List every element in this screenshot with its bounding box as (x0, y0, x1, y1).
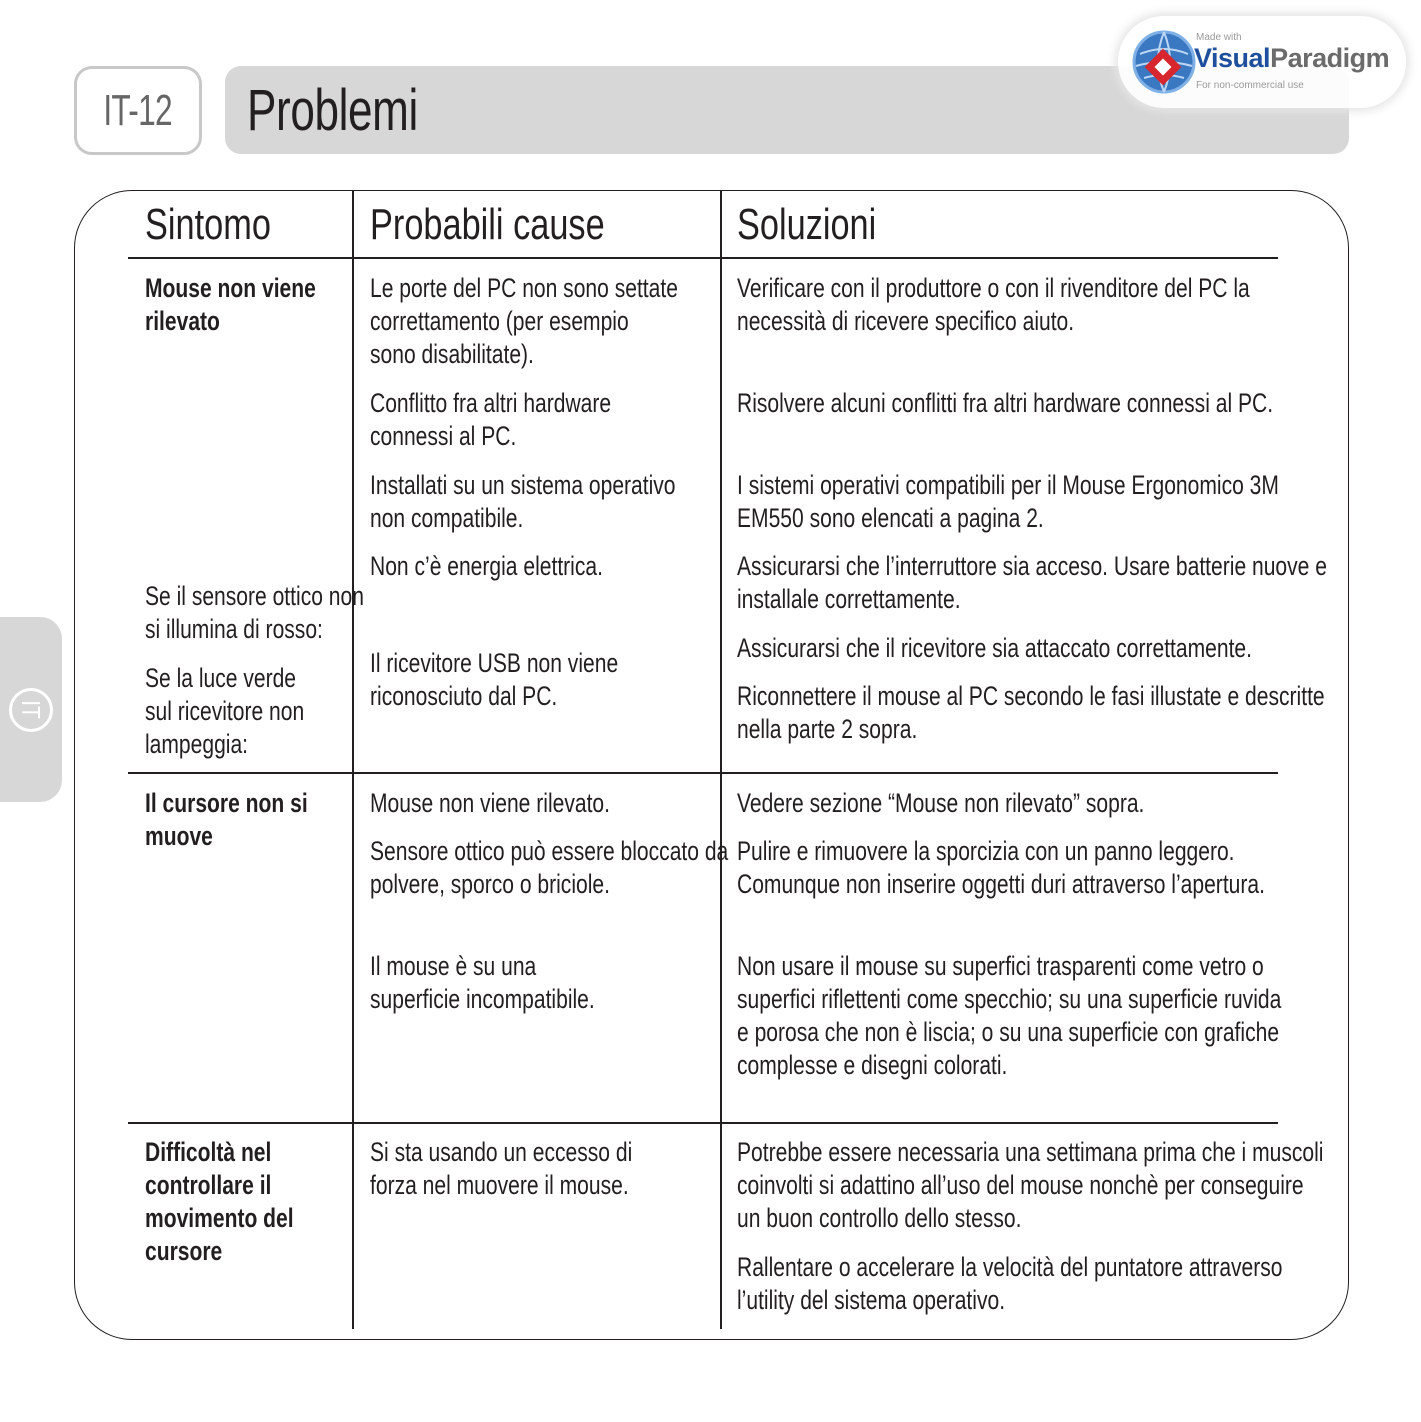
row-divider-2 (128, 1122, 1278, 1124)
header-divider (128, 257, 1278, 259)
visual-paradigm-logo-icon (1126, 24, 1202, 100)
solution-1-5: Assicurarsi che il ricevitore sia attaccato correttamente. (737, 633, 1252, 663)
language-badge (9, 688, 53, 732)
sub-symptom-2: Se la luce verde sul ricevitore non lampeggia: (145, 663, 305, 759)
language-label: IT (16, 700, 47, 719)
page-number-box (74, 66, 202, 155)
cause-1-5: Il ricevitore USB non viene riconosciuto dal PC. (370, 648, 619, 711)
cause-1-4: Non c’è energia elettrica. (370, 551, 603, 581)
cause-1-1: Le porte del PC non sono settate correttamento (per esempio sono disabilitate). (370, 273, 678, 369)
cause-1-3: Installati su un sistema operativo non compatibile. (370, 470, 676, 533)
watermark-brand: VisualParadigm (1194, 43, 1390, 73)
solution-1-6: Riconnettere il mouse al PC secondo le fasi illustate e descritte nella parte 2 sopra. (737, 681, 1325, 744)
cause-2-3: Il mouse è su una superficie incompatibile. (370, 951, 595, 1014)
solution-1-3: I sistemi operativi compatibili per il Mouse Ergonomico 3M EM550 sono elencati a pagina 2. (737, 470, 1279, 533)
solution-2-3: Non usare il mouse su superfici trasparenti come vetro o superfici riflettenti come specchio; su una superficie ruvida e porosa che non è liscia; o su una superficie con grafiche complesse e disegni colorati. (737, 951, 1282, 1080)
solution-1-2: Risolvere alcuni conflitti fra altri hardware connessi al PC. (737, 388, 1274, 418)
symptom-2: Il cursore non si muove (145, 788, 308, 851)
cause-1-2: Conflitto fra altri hardware connessi al PC. (370, 388, 612, 451)
language-tab (0, 617, 62, 802)
watermark-note: For non-commercial use (1196, 80, 1304, 91)
watermark-made-with: Made with (1196, 32, 1242, 43)
cause-2-2: Sensore ottico può essere bloccato da polvere, sporco o briciole. (370, 836, 729, 899)
solution-2-2: Pulire e rimuovere la sporcizia con un panno leggero. Comunque non inserire oggetti duri attraverso l’apertura. (737, 836, 1265, 899)
watermark-badge (1118, 16, 1406, 108)
cause-2-1: Mouse non viene rilevato. (370, 788, 610, 818)
solution-3-1: Potrebbe essere necessaria una settimana prima che i muscoli coinvolti si adattino all’uso del mouse nonchè per conseguire un buon controllo dello stesso. (737, 1137, 1324, 1233)
page-number: IT-12 (103, 85, 173, 135)
solution-2-1: Vedere sezione “Mouse non rilevato” sopra. (737, 788, 1145, 818)
header-causes: Probabili cause (370, 200, 605, 249)
solution-3-2: Rallentare o accelerare la velocità del puntatore attraverso l’utility del sistema operativo. (737, 1252, 1283, 1315)
header-symptom: Sintomo (145, 200, 271, 249)
header-solutions: Soluzioni (737, 200, 877, 249)
symptom-1: Mouse non viene rilevato (145, 273, 316, 336)
column-divider-1 (352, 191, 354, 1329)
column-divider-2 (720, 191, 722, 1329)
solution-1-4: Assicurarsi che l’interruttore sia acceso. Usare batterie nuove e installale correttamente. (737, 551, 1327, 614)
row-divider-1 (128, 772, 1278, 774)
cause-3-1: Si sta usando un eccesso di forza nel muovere il mouse. (370, 1137, 633, 1200)
page-title: Problemi (247, 77, 418, 143)
sub-symptom-1: Se il sensore ottico non si illumina di rosso: (145, 581, 364, 644)
solution-1-1: Verificare con il produttore o con il rivenditore del PC la necessità di ricevere specifico aiuto. (737, 273, 1250, 336)
symptom-3: Difficoltà nel controllare il movimento del cursore (145, 1137, 294, 1266)
